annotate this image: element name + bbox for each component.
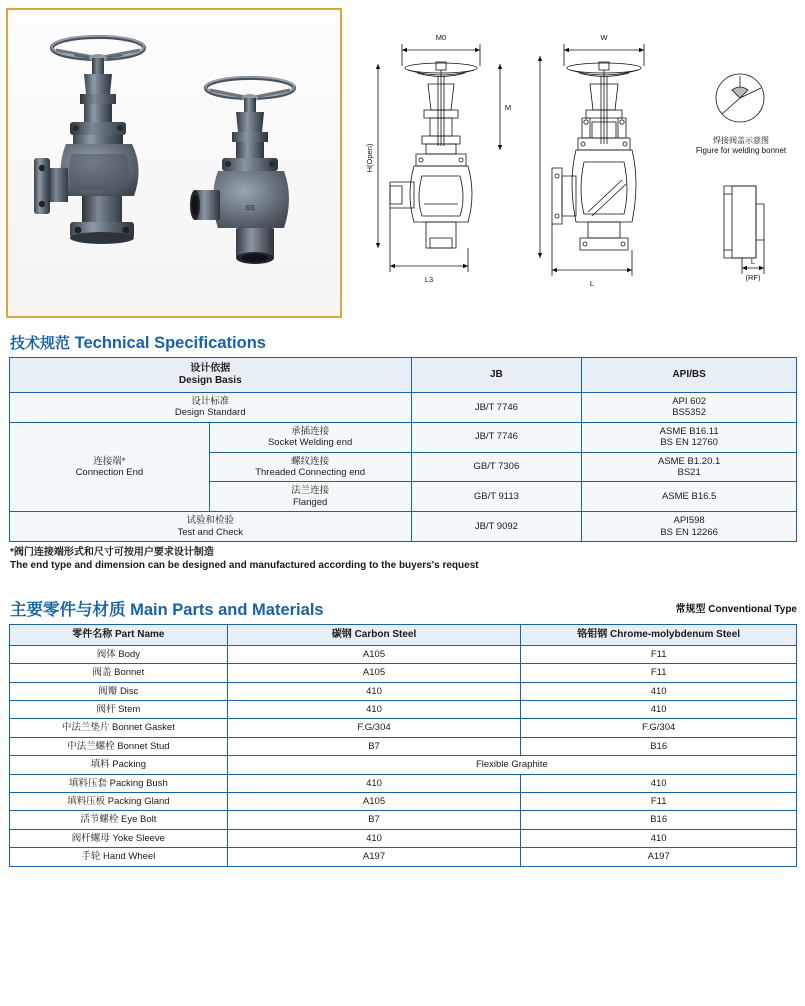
th-part-name-en: Part Name — [115, 628, 165, 640]
cell-threaded-jb — [411, 452, 582, 482]
dimension-drawing-flanged — [522, 26, 702, 296]
cell-chrome-moly: F.G/304 — [521, 719, 797, 737]
design-standard-en: Design Standard — [174, 407, 246, 419]
test-check-en: Test and Check — [177, 526, 243, 538]
cell-chrome-moly: F11 — [521, 793, 797, 811]
test-check-jb-1: JB/T 9092 — [474, 520, 518, 532]
part-name-cn: 阀体 — [96, 648, 116, 660]
th-jb — [411, 358, 582, 393]
table-row — [10, 664, 797, 682]
welding-bonnet-detail — [704, 70, 776, 132]
cell-carbon-steel: B7 — [227, 811, 521, 829]
cell-test-check-jb — [411, 512, 582, 542]
cell-part-name — [10, 645, 228, 663]
socket-welding-api-1: ASME B16.11 — [659, 425, 719, 437]
cell-part-name — [10, 848, 228, 866]
cell-threaded-api — [582, 452, 797, 482]
part-name-cn: 填料 — [90, 759, 110, 771]
part-name-en: Packing Bush — [109, 777, 168, 789]
th-api-bs-label: API/BS — [672, 369, 706, 380]
th-design-basis — [10, 358, 412, 393]
cell-design-standard-api — [582, 393, 797, 423]
table-header-row — [10, 624, 797, 645]
main-parts-type-en: Conventional Type — [708, 603, 797, 615]
cell-chrome-moly: B16 — [521, 811, 797, 829]
cell-design-standard-jb — [411, 393, 582, 423]
table-row — [10, 829, 797, 847]
welding-bonnet-caption-cn: 焊接阀盖示意图 — [713, 136, 769, 145]
th-part-name — [10, 624, 228, 645]
cell-carbon-steel: A105 — [227, 645, 521, 663]
dim-label-m0: M0 — [435, 33, 447, 42]
cell-part-name — [10, 811, 228, 829]
threaded-cn: 螺纹连接 — [291, 455, 330, 467]
cell-carbon-steel: F.G/304 — [227, 719, 521, 737]
part-name-en: Packing — [112, 759, 147, 771]
cell-part-name — [10, 701, 228, 719]
part-name-en: Bonnet Stud — [117, 740, 170, 752]
part-name-en: Bonnet — [114, 667, 145, 679]
cell-part-name — [10, 774, 228, 792]
test-check-api-2: BS EN 12266 — [660, 526, 718, 538]
part-name-cn: 手轮 — [81, 851, 101, 863]
th-carbon-steel-en: Carbon Steel — [354, 628, 417, 640]
table-row — [10, 811, 797, 829]
main-parts-table — [9, 624, 797, 867]
flanged-api-1: ASME B16.5 — [661, 491, 717, 503]
cell-chrome-moly: F11 — [521, 645, 797, 663]
cell-flanged-jb — [411, 482, 582, 512]
product-photo-box — [6, 8, 342, 318]
tech-spec-heading — [0, 330, 805, 357]
dim-label-m: M — [504, 103, 512, 112]
dim-label-l3: L3 — [424, 275, 434, 284]
th-jb-label: JB — [489, 369, 503, 380]
tech-spec-heading-en: Technical Specifications — [74, 334, 266, 352]
socket-weld-globe-valve-photo — [178, 70, 328, 295]
cell-connection-end-group — [10, 422, 210, 511]
cell-test-check-api — [582, 512, 797, 542]
cell-carbon-steel: 410 — [227, 774, 521, 792]
design-standard-jb-1: JB/T 7746 — [474, 401, 518, 413]
th-chrome-moly-steel — [521, 624, 797, 645]
table-row — [10, 756, 797, 774]
cell-carbon-steel: A105 — [227, 664, 521, 682]
part-name-en: Disc — [119, 685, 139, 697]
cell-socket-welding-api — [582, 422, 797, 452]
cell-carbon-steel: 410 — [227, 701, 521, 719]
table-row-socket-welding-end — [10, 422, 797, 452]
main-parts-heading-en: Main Parts and Materials — [130, 600, 324, 619]
cell-flanged-label — [209, 482, 411, 512]
part-name-cn: 阀杆 — [96, 704, 116, 716]
cell-carbon-steel: 410 — [227, 682, 521, 700]
welding-bonnet-caption — [686, 136, 796, 156]
th-chrome-moly-cn: 铬钼钢 — [577, 628, 608, 640]
table-row — [10, 645, 797, 663]
cell-part-name — [10, 793, 228, 811]
cell-chrome-moly: B16 — [521, 737, 797, 755]
threaded-en: Threaded Connecting end — [255, 466, 366, 478]
test-check-api-1: API598 — [673, 515, 705, 527]
socket-welding-en: Socket Welding end — [267, 437, 353, 449]
part-name-cn: 活节螺栓 — [80, 814, 119, 826]
part-name-cn: 填料压套 — [68, 777, 107, 789]
part-name-en: Stem — [118, 704, 141, 716]
design-standard-cn: 设计标准 — [191, 396, 230, 407]
flanged-cn: 法兰连接 — [291, 485, 330, 497]
cell-carbon-steel: B7 — [227, 737, 521, 755]
main-parts-type-label — [676, 600, 798, 615]
table-row — [10, 737, 797, 755]
cell-part-name — [10, 737, 228, 755]
cell-test-check-label — [10, 512, 412, 542]
cell-material-span: Flexible Graphite — [227, 756, 796, 774]
cell-socket-welding-label — [209, 422, 411, 452]
table-row-design-standard — [10, 393, 797, 423]
cell-carbon-steel: A105 — [227, 793, 521, 811]
th-carbon-steel-cn: 碳钢 — [331, 628, 352, 640]
table-row — [10, 774, 797, 792]
cell-design-standard-label — [10, 393, 412, 423]
socket-welding-jb-1: JB/T 7746 — [474, 431, 518, 443]
part-name-en: Eye Bolt — [120, 814, 157, 826]
th-part-name-cn: 零件名称 — [72, 628, 113, 640]
socket-welding-api-2: BS EN 12760 — [660, 437, 718, 449]
cell-threaded-label — [209, 452, 411, 482]
tech-spec-note-cn: *阀门连接端形式和尺寸可按用户要求设计制造 — [10, 546, 214, 558]
tech-spec-table — [9, 357, 797, 542]
cell-chrome-moly: 410 — [521, 774, 797, 792]
flange-dim-label-rf: (RF) — [745, 273, 761, 282]
part-name-cn: 中法兰垫片 — [61, 722, 110, 734]
part-name-en: Hand Wheel — [103, 851, 156, 863]
th-carbon-steel — [227, 624, 521, 645]
threaded-api-2: BS21 — [677, 466, 701, 478]
connection-end-en: Connection End — [75, 466, 144, 478]
threaded-api-1: ASME B1.20.1 — [657, 455, 721, 467]
cell-chrome-moly: 410 — [521, 701, 797, 719]
cell-socket-welding-jb — [411, 422, 582, 452]
th-design-basis-cn: 设计依据 — [190, 363, 231, 374]
cell-chrome-moly: A197 — [521, 848, 797, 866]
cell-chrome-moly: F11 — [521, 664, 797, 682]
welding-bonnet-caption-en: Figure for welding bonnet — [695, 146, 787, 155]
tech-spec-heading-cn: 技术规范 — [10, 335, 71, 352]
part-name-en: Bonnet Gasket — [112, 722, 175, 734]
dim-label-l: L — [589, 279, 595, 288]
table-row — [10, 793, 797, 811]
technical-drawings — [342, 8, 801, 318]
cell-part-name — [10, 756, 228, 774]
part-name-en: Body — [118, 648, 141, 660]
part-name-en: Yoke Sleeve — [112, 832, 165, 844]
th-design-basis-en: Design Basis — [178, 375, 242, 386]
flange-dim-label-l: L — [750, 257, 756, 266]
dim-label-w: W — [600, 33, 608, 42]
socket-welding-cn: 承插连接 — [291, 425, 330, 437]
cell-part-name — [10, 829, 228, 847]
svg-text:SS: SS — [245, 205, 255, 212]
part-name-cn: 阀盖 — [92, 667, 112, 679]
th-api-bs — [582, 358, 797, 393]
part-name-cn: 填料压板 — [67, 796, 106, 808]
table-header-row — [10, 358, 797, 393]
table-row — [10, 848, 797, 866]
dim-label-h-open: H(Open) — [365, 143, 374, 173]
main-parts-type-cn: 常规型 — [675, 603, 706, 615]
th-chrome-moly-en: Chrome-molybdenum Steel — [610, 628, 741, 640]
cell-flanged-api — [582, 482, 797, 512]
cell-carbon-steel: A197 — [227, 848, 521, 866]
table-row-test-and-check — [10, 512, 797, 542]
connection-end-cn: 连接端* — [93, 455, 126, 467]
cell-part-name — [10, 664, 228, 682]
threaded-jb-1: GB/T 7306 — [473, 461, 520, 473]
part-name-en: Packing Gland — [107, 796, 170, 808]
design-standard-api-2: BS5352 — [672, 407, 707, 419]
tech-spec-note-en: The end type and dimension can be designed and manufactured according to the buyers's request — [10, 559, 479, 571]
flanged-jb-1: GB/T 9113 — [473, 491, 519, 503]
dimension-drawing-socket-weld — [362, 26, 522, 296]
main-parts-heading — [0, 594, 805, 624]
cell-part-name — [10, 719, 228, 737]
part-name-cn: 阀杆螺母 — [71, 832, 110, 844]
design-standard-api-1: API 602 — [672, 396, 707, 407]
test-check-cn: 试验和检验 — [186, 515, 234, 527]
product-images-band — [0, 0, 805, 330]
tech-spec-note — [10, 546, 805, 572]
flanged-globe-valve-photo — [26, 28, 176, 278]
table-row — [10, 701, 797, 719]
cell-chrome-moly: 410 — [521, 682, 797, 700]
flange-face-detail — [702, 176, 782, 284]
cell-chrome-moly: 410 — [521, 829, 797, 847]
table-row — [10, 682, 797, 700]
cell-carbon-steel: 410 — [227, 829, 521, 847]
cell-part-name — [10, 682, 228, 700]
part-name-cn: 中法兰螺栓 — [67, 740, 115, 752]
main-parts-heading-cn: 主要零件与材质 — [10, 600, 126, 619]
part-name-cn: 阀瓣 — [98, 685, 118, 697]
flanged-en: Flanged — [292, 496, 328, 508]
table-row — [10, 719, 797, 737]
